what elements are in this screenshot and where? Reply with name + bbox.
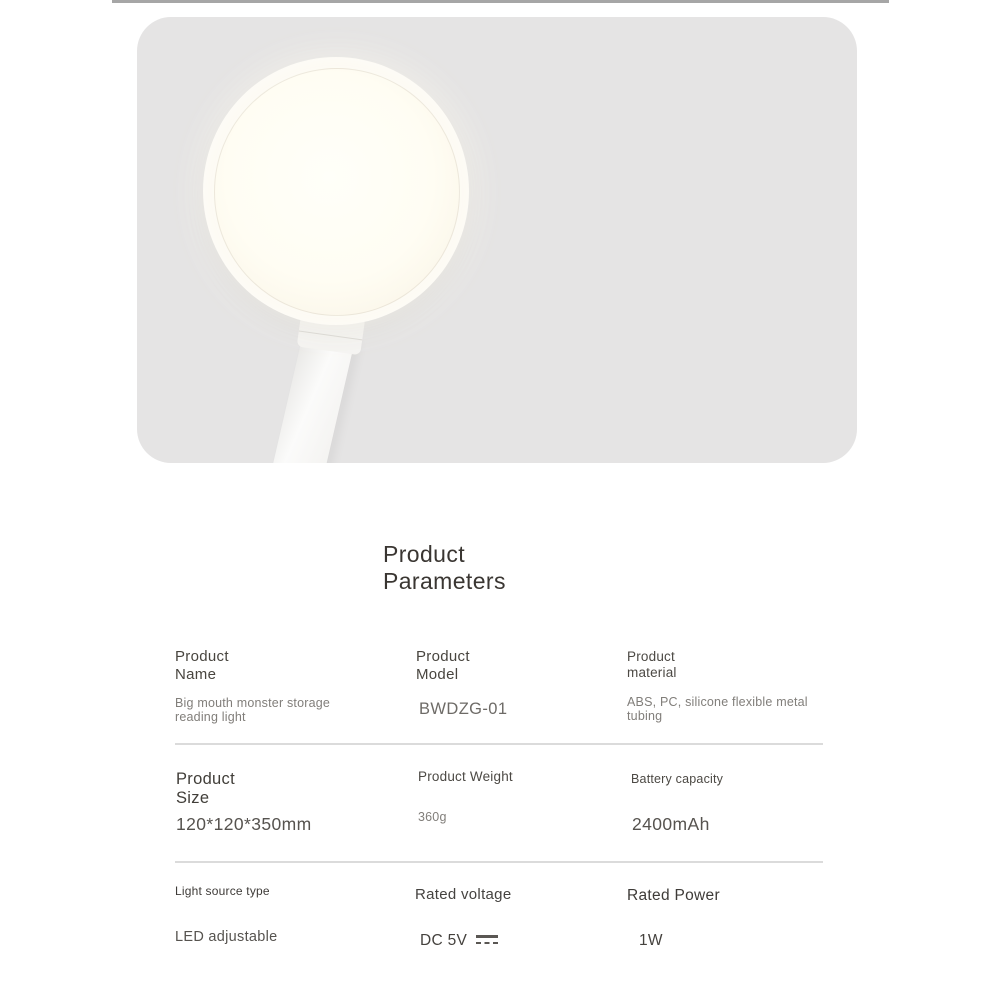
page-title: Product Parameters: [383, 541, 506, 594]
value-light-source-type: LED adjustable: [175, 929, 278, 945]
lamp-glowing-face: [214, 68, 460, 316]
header-light-source-type: Light source type: [175, 884, 270, 898]
value-rated-power: 1W: [639, 932, 663, 949]
header-product-size: Product Size: [176, 770, 240, 807]
value-product-size: 120*120*350mm: [176, 814, 312, 834]
lamp-connector-seam: [299, 331, 363, 341]
value-product-name: Big mouth monster storage reading light: [175, 696, 334, 724]
product-image-card: [137, 17, 857, 463]
top-edge-strip: [112, 0, 889, 3]
header-rated-power: Rated Power: [627, 887, 720, 904]
value-product-model: BWDZG-01: [419, 700, 508, 718]
rated-voltage-text: DC 5V: [420, 932, 468, 949]
header-product-material: Product material: [627, 649, 679, 680]
value-battery-capacity: 2400mAh: [632, 814, 710, 834]
header-product-model: Product Model: [416, 648, 475, 683]
dc-current-icon: [476, 934, 498, 945]
header-product-weight: Product Weight: [418, 769, 513, 784]
value-product-material: ABS, PC, silicone flexible metal tubing: [627, 695, 812, 723]
row-divider: [175, 743, 823, 745]
header-battery-capacity: Battery capacity: [631, 772, 724, 786]
row-divider: [175, 861, 823, 863]
lamp-head: [203, 57, 469, 325]
header-product-name: Product Name: [175, 648, 234, 683]
value-product-weight: 360g: [418, 810, 447, 824]
value-rated-voltage: [420, 932, 498, 949]
header-rated-voltage: Rated voltage: [415, 886, 512, 903]
